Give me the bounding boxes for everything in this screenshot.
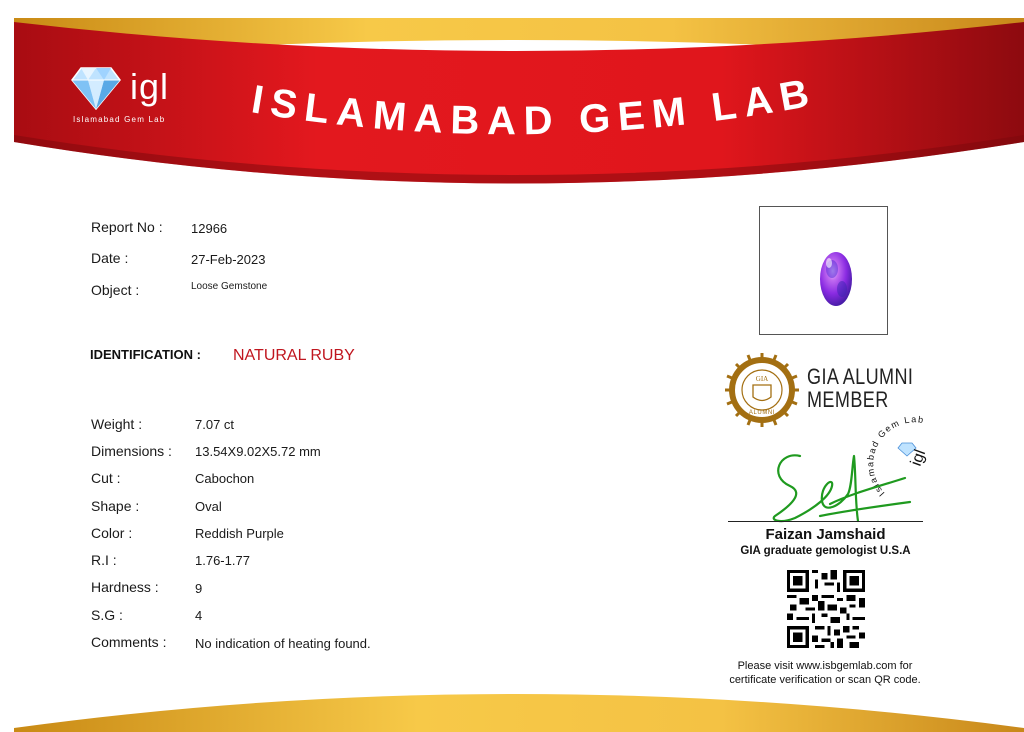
- comments-value: No indication of heating found.: [195, 636, 371, 651]
- signature-image: [760, 446, 920, 532]
- report-no-value: 12966: [191, 221, 228, 236]
- dimensions-value: 13.54X9.02X5.72 mm: [195, 444, 321, 459]
- weight-value: 7.07 ct: [195, 417, 235, 432]
- verification-text-line2: certificate verification or scan QR code.: [729, 674, 921, 686]
- comments-label: Comments :: [91, 634, 167, 650]
- gia-seal-icon: [724, 352, 800, 428]
- lab-title-text: ISLAMABAD GEM LAB: [248, 69, 821, 144]
- identification-value: NATURAL RUBY: [233, 347, 355, 364]
- color-value: Reddish Purple: [195, 526, 284, 541]
- hardness-label: Hardness :: [91, 579, 159, 595]
- cut-label: Cut :: [91, 470, 121, 486]
- signer-title: GIA graduate gemologist U.S.A: [740, 545, 911, 557]
- object-value: Loose Gemstone: [191, 281, 268, 292]
- date-label: Date :: [91, 250, 129, 266]
- footer-band: [0, 660, 1024, 732]
- identification-label: IDENTIFICATION :: [90, 347, 201, 362]
- shape-value: Oval: [195, 499, 222, 514]
- object-label: Object :: [91, 282, 140, 298]
- logo-caption: Islamabad Gem Lab: [73, 115, 166, 124]
- gia-seal-text: GIA: [755, 375, 769, 383]
- report-no-label: Report No :: [91, 219, 163, 235]
- color-label: Color :: [91, 525, 133, 541]
- dimensions-label: Dimensions :: [91, 443, 172, 459]
- svg-text:ISLAMABAD GEM LAB: [249, 70, 821, 143]
- cut-value: Cabochon: [195, 471, 255, 486]
- gia-seal-ring-text: ALUMNI: [748, 410, 776, 416]
- lab-title: [0, 0, 1024, 200]
- gia-member-text: MEMBER: [807, 387, 889, 412]
- qr-code-icon[interactable]: [787, 570, 865, 648]
- date-value: 27-Feb-2023: [191, 252, 266, 267]
- sg-value: 4: [195, 608, 203, 623]
- signer-name: Faizan Jamshaid: [765, 526, 886, 543]
- svg-text:Islamabad Gem Lab: Islamabad Gem Lab: [865, 414, 926, 499]
- hardness-value: 9: [195, 581, 203, 596]
- gemstone-photo: [759, 206, 888, 335]
- sg-label: S.G :: [91, 607, 123, 623]
- gemstone-image: [760, 207, 887, 334]
- ri-value: 1.76-1.77: [195, 553, 250, 568]
- signature-line: [728, 521, 923, 522]
- verification-text-line1: Please visit www.isbgemlab.com for: [737, 660, 913, 672]
- shape-label: Shape :: [91, 498, 140, 514]
- gia-alumni-text: GIA ALUMNI: [807, 364, 914, 389]
- weight-label: Weight :: [91, 416, 143, 432]
- ri-label: R.I :: [91, 552, 117, 568]
- svg-text:igl: igl: [907, 447, 930, 469]
- logo-wordmark: igl: [130, 66, 170, 107]
